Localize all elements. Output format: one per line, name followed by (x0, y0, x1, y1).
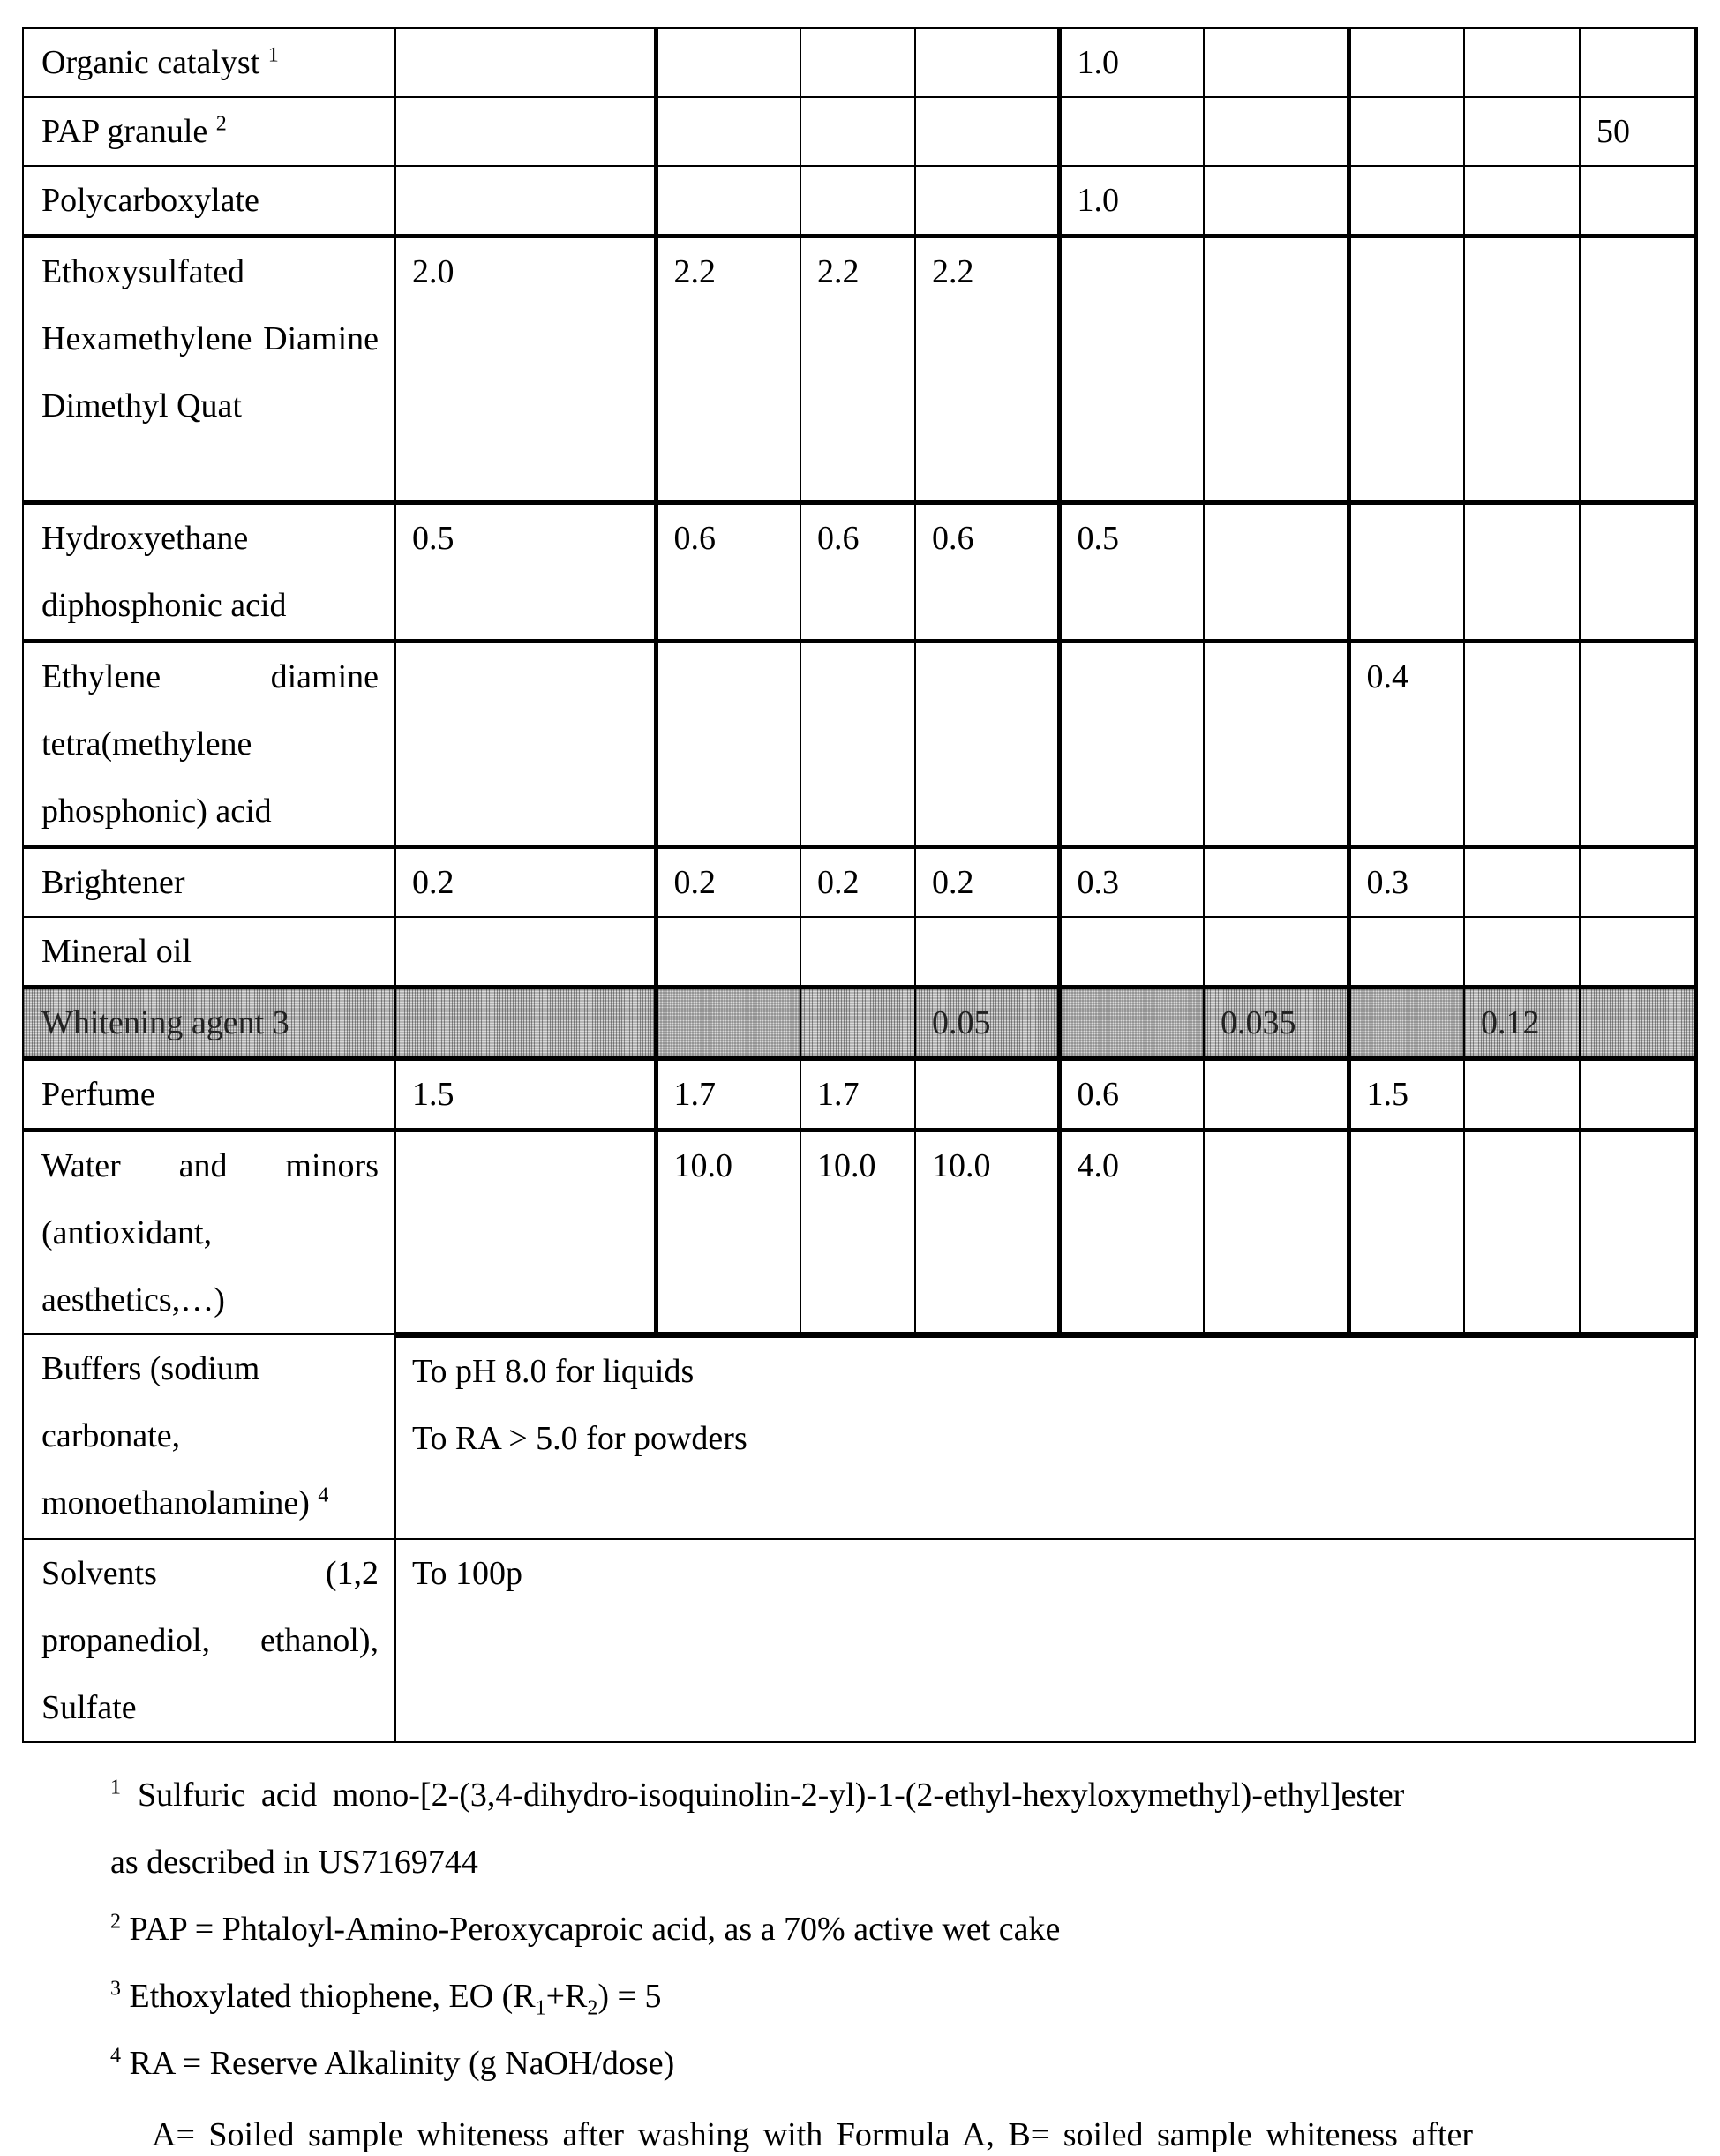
value-cell (1348, 1131, 1464, 1335)
value-cell: 0.2 (656, 847, 800, 918)
value-cell (1059, 97, 1204, 166)
value-cell (395, 642, 656, 847)
ingredient-name (23, 988, 395, 1059)
footnote-1-cont (110, 1841, 478, 1883)
ingredient-label: Hydroxyethane diphosphonic acid (41, 520, 287, 624)
value-cell: 10.0 (915, 1131, 1059, 1335)
table-row (23, 847, 1695, 918)
value-cell (1580, 917, 1695, 988)
footnote-mark: 4 (110, 2044, 121, 2068)
footnote-2 (110, 1908, 1060, 1950)
footnote-ref: 2 (215, 112, 227, 136)
value-cell (800, 917, 915, 988)
value-cell (1464, 97, 1580, 166)
value-cell (1464, 642, 1580, 847)
ingredient-label: Whitening agent 3 (41, 1004, 289, 1041)
ingredient-label: Solvents (1,2 propanediol, ethanol), Sulfate (41, 1555, 379, 1726)
value-cell (1204, 1131, 1348, 1335)
subscript: 2 (587, 1996, 598, 2020)
value-cell: 0.6 (1059, 1059, 1204, 1131)
value-cell (1348, 503, 1464, 642)
footnote-mark: 3 (110, 1977, 121, 2001)
value-cell: 2.2 (656, 237, 800, 503)
value-cell (1204, 166, 1348, 237)
value-cell (1580, 1059, 1695, 1131)
table-row (23, 988, 1695, 1059)
value-cell: 0.6 (656, 503, 800, 642)
value-cell (1059, 988, 1204, 1059)
footnote-text: PAP = Phtaloyl-Amino-Peroxycaproic acid, as a 70% active wet cake (129, 1911, 1061, 1948)
value-cell: 50 (1580, 97, 1695, 166)
value-cell (395, 28, 656, 97)
ingredient-name (23, 166, 395, 237)
ingredient-name (23, 97, 395, 166)
value-cell (915, 28, 1059, 97)
ingredient-name (23, 847, 395, 918)
buffer-liquids: To pH 8.0 for liquids (412, 1352, 695, 1390)
ingredient-name (23, 1059, 395, 1131)
ingredient-label: Water and minors (antioxidant, aesthetics,…) (41, 1147, 379, 1318)
value-cell (1580, 847, 1695, 918)
table-row (23, 642, 1695, 847)
value-cell: 2.2 (915, 237, 1059, 503)
ingredient-label: PAP granule (41, 113, 208, 150)
value-cell: 1.0 (1059, 166, 1204, 237)
ingredient-label: Perfume (41, 1076, 155, 1113)
value-cell: 2.2 (800, 237, 915, 503)
table-row (23, 503, 1695, 642)
value-cell: 0.05 (915, 988, 1059, 1059)
value-cell (1204, 642, 1348, 847)
value-cell (1464, 237, 1580, 503)
value-cell (1580, 166, 1695, 237)
table-row (23, 1059, 1695, 1131)
ingredient-label: Buffers (sodium carbonate, monoethanolamine) (41, 1350, 310, 1521)
value-cell (1059, 917, 1204, 988)
value-cell (656, 97, 800, 166)
value-cell (1580, 988, 1695, 1059)
value-cell (915, 97, 1059, 166)
value-cell (656, 166, 800, 237)
value-cell (1204, 237, 1348, 503)
value-cell (1580, 237, 1695, 503)
value-cell (800, 28, 915, 97)
value-cell: 0.5 (395, 503, 656, 642)
footnote-3 (110, 1975, 662, 2020)
value-cell (656, 988, 800, 1059)
value-cell: 1.5 (1348, 1059, 1464, 1131)
value-cell (1464, 1059, 1580, 1131)
value-cell: 0.3 (1059, 847, 1204, 918)
value-cell (1204, 503, 1348, 642)
value-cell (1464, 847, 1580, 918)
footnote-ref: 1 (267, 43, 279, 67)
value-cell: 10.0 (800, 1131, 915, 1335)
ingredient-name (23, 1131, 395, 1335)
table-row (23, 917, 1695, 988)
solvents-row (23, 1539, 1695, 1742)
value-cell: 0.2 (395, 847, 656, 918)
table-row (23, 1131, 1695, 1335)
footnote-text: Sulfuric acid mono-[2-(3,4-dihydro-isoquinolin-2-yl)-1-(2-ethyl-hexyloxymethyl)-ethyl]ester (138, 1777, 1405, 1814)
value-cell (1348, 917, 1464, 988)
value-cell (915, 1059, 1059, 1131)
value-cell (1348, 28, 1464, 97)
body-paragraph: A= Soiled sample whiteness after washing with Formula A, B= soiled sample whiteness after (152, 2116, 1474, 2153)
value-cell: 10.0 (656, 1131, 800, 1335)
value-cell (1204, 1059, 1348, 1131)
value-cell: 1.5 (395, 1059, 656, 1131)
footnote-1 (110, 1774, 1404, 1816)
value-cell (1464, 166, 1580, 237)
value-cell (915, 166, 1059, 237)
ingredient-name (23, 917, 395, 988)
value-cell (1204, 28, 1348, 97)
value-cell: 4.0 (1059, 1131, 1204, 1335)
value-cell (1059, 237, 1204, 503)
table-row (23, 166, 1695, 237)
value-cell (395, 1131, 656, 1335)
value-cell: 2.0 (395, 237, 656, 503)
footnote-4 (110, 2042, 674, 2085)
ingredient-name (23, 503, 395, 642)
footnote-text: ) = 5 (597, 1978, 662, 2015)
value-cell (1059, 642, 1204, 847)
value-cell (1204, 917, 1348, 988)
buffers-value (395, 1334, 1695, 1539)
ingredient-name (23, 642, 395, 847)
value-cell (395, 97, 656, 166)
ingredient-label: Mineral oil (41, 933, 192, 970)
ingredient-name (23, 237, 395, 503)
formulation-table (22, 27, 1698, 1743)
value-cell (1348, 237, 1464, 503)
footnote-text: Ethoxylated thiophene, EO (R (129, 1978, 536, 2015)
table-row (23, 97, 1695, 166)
table-row (23, 28, 1695, 97)
value-cell: 0.6 (915, 503, 1059, 642)
value-cell (656, 917, 800, 988)
ingredient-label: Ethoxysulfated Hexamethylene Diamine Dimethyl Quat (41, 253, 379, 424)
value-cell: 1.0 (1059, 28, 1204, 97)
value-cell: 0.6 (800, 503, 915, 642)
buffers-row (23, 1334, 1695, 1539)
value-cell (1204, 847, 1348, 918)
value-cell (800, 642, 915, 847)
value-cell (1580, 642, 1695, 847)
ingredient-name (23, 1539, 395, 1742)
value-cell: 1.7 (656, 1059, 800, 1131)
value-cell: 0.2 (915, 847, 1059, 918)
value-cell (395, 988, 656, 1059)
value-cell (656, 28, 800, 97)
value-cell: 0.3 (1348, 847, 1464, 918)
ingredient-name (23, 28, 395, 97)
ingredient-label: Organic catalyst (41, 44, 260, 81)
ingredient-label: Brightener (41, 864, 185, 901)
value-cell (1204, 97, 1348, 166)
value-cell (915, 642, 1059, 847)
value-cell (1464, 1131, 1580, 1335)
value-cell: 0.4 (1348, 642, 1464, 847)
footnote-mark: 1 (110, 1776, 121, 1799)
value-cell (1348, 97, 1464, 166)
value-cell (800, 166, 915, 237)
value-cell: 0.5 (1059, 503, 1204, 642)
buffer-powders: To RA > 5.0 for powders (412, 1419, 747, 1457)
value-cell (656, 642, 800, 847)
solvents-value: To 100p (395, 1539, 1695, 1742)
value-cell: 1.7 (800, 1059, 915, 1131)
value-cell (1580, 503, 1695, 642)
footnote-text: +R (545, 1978, 588, 2015)
value-cell (1348, 166, 1464, 237)
value-cell (395, 917, 656, 988)
value-cell (1348, 988, 1464, 1059)
value-cell (800, 988, 915, 1059)
value-cell (915, 917, 1059, 988)
value-cell (1464, 503, 1580, 642)
ingredient-label: Ethylene diamine tetra(methylene phosphonic) acid (41, 658, 379, 830)
value-cell (800, 97, 915, 166)
ingredient-label: Polycarboxylate (41, 182, 259, 219)
value-cell (1464, 917, 1580, 988)
footnote-text: as described in US7169744 (110, 1844, 478, 1881)
footnote-text: RA = Reserve Alkalinity (g NaOH/dose) (129, 2045, 675, 2082)
table-row (23, 237, 1695, 503)
footnote-ref: 4 (318, 1484, 329, 1507)
value-cell: 0.035 (1204, 988, 1348, 1059)
ingredient-name (23, 1334, 395, 1539)
value-cell: 0.2 (800, 847, 915, 918)
value-cell (395, 166, 656, 237)
value-cell (1464, 28, 1580, 97)
value-cell: 0.12 (1464, 988, 1580, 1059)
subscript: 1 (535, 1996, 546, 2020)
value-cell (1580, 28, 1695, 97)
value-cell (1580, 1131, 1695, 1335)
footnote-mark: 2 (110, 1910, 121, 1934)
